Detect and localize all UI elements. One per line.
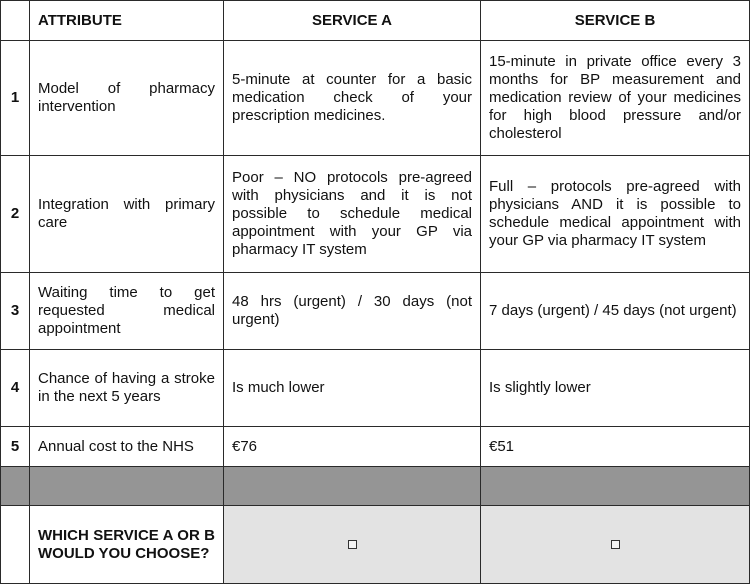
header-attribute: ATTRIBUTE xyxy=(30,1,224,41)
header-row xyxy=(1,1,750,41)
row-number: 2 xyxy=(1,156,30,273)
row-number: 5 xyxy=(1,427,30,467)
separator-cell xyxy=(481,467,750,506)
header-service-b: SERVICE B xyxy=(481,1,750,41)
service-a-checkbox[interactable] xyxy=(348,540,357,549)
service-a-cell: 5-minute at counter for a basic medication check of your prescription medicines. xyxy=(224,41,481,156)
choice-question: WHICH SERVICE A OR B WOULD YOU CHOOSE? xyxy=(30,506,224,584)
row-number: 4 xyxy=(1,350,30,427)
service-a-cell: Is much lower xyxy=(224,350,481,427)
row-number: 3 xyxy=(1,273,30,350)
table-row xyxy=(1,41,750,156)
service-a-cell: €76 xyxy=(224,427,481,467)
separator-cell xyxy=(30,467,224,506)
service-b-cell: Full – protocols pre-agreed with physicians AND it is possible to schedule medical appointment with your GP via pharmacy IT system xyxy=(481,156,750,273)
attribute-cell: Annual cost to the NHS xyxy=(30,427,224,467)
service-b-cell: 7 days (urgent) / 45 days (not urgent) xyxy=(481,273,750,350)
attribute-cell: Chance of having a stroke in the next 5 years xyxy=(30,350,224,427)
service-b-cell: €51 xyxy=(481,427,750,467)
choice-row xyxy=(1,506,750,584)
attribute-cell: Integration with primary care xyxy=(30,156,224,273)
service-b-cell: 15-minute in private office every 3 months for BP measurement and medication review of your medicines for high blood pressure and/or cholesterol xyxy=(481,41,750,156)
service-a-cell: 48 hrs (urgent) / 30 days (not urgent) xyxy=(224,273,481,350)
choice-service-a-cell[interactable] xyxy=(224,506,481,584)
table-row xyxy=(1,427,750,467)
table-row xyxy=(1,350,750,427)
service-a-cell: Poor – NO protocols pre-agreed with physicians and it is not possible to schedule medical appointment with your GP via pharmacy IT system xyxy=(224,156,481,273)
separator-row xyxy=(1,467,750,506)
row-number: 1 xyxy=(1,41,30,156)
table-row xyxy=(1,156,750,273)
header-number-cell xyxy=(1,1,30,41)
header-service-a: SERVICE A xyxy=(224,1,481,41)
service-b-cell: Is slightly lower xyxy=(481,350,750,427)
choice-service-b-cell[interactable] xyxy=(481,506,750,584)
service-b-checkbox[interactable] xyxy=(611,540,620,549)
separator-cell xyxy=(1,467,30,506)
attribute-cell: Model of pharmacy intervention xyxy=(30,41,224,156)
choice-number-cell xyxy=(1,506,30,584)
attribute-cell: Waiting time to get requested medical appointment xyxy=(30,273,224,350)
table-row xyxy=(1,273,750,350)
separator-cell xyxy=(224,467,481,506)
